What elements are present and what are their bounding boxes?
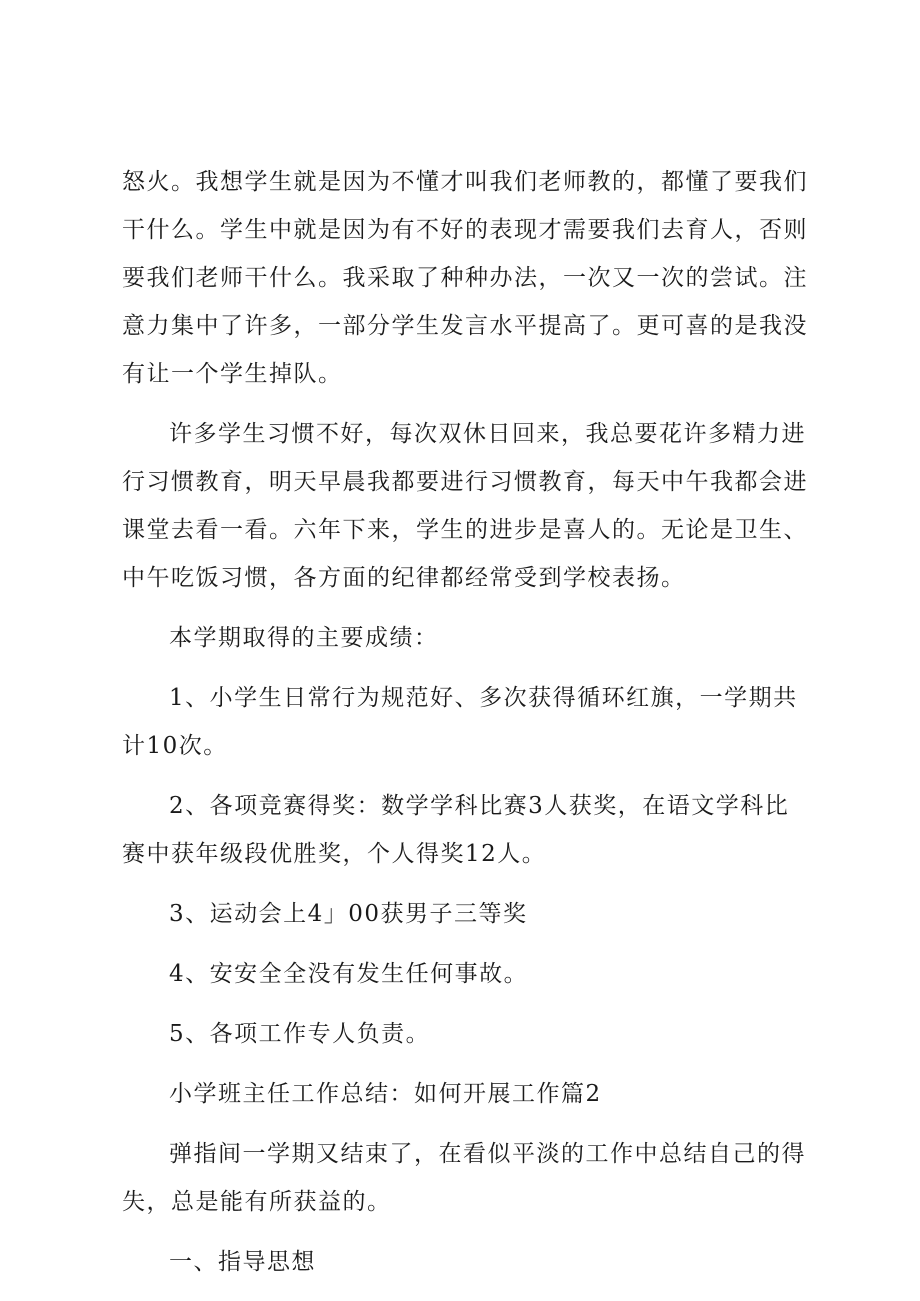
achievements-heading: 本学期取得的主要成绩： — [169, 625, 439, 651]
paragraph-continued: 怒火。我想学生就是因为不懂才叫我们老师教的，都懂了要我们干什么。学生中就是因为有不好的表现才需要我们去育人，否则要我们老师干什么。我采取了种种办法，一次又一次的尝试。注意力集中了许多，一部分学生发言水平提高了。更可喜的是我没有让一个学生掉队。 — [122, 169, 808, 387]
document-body — [122, 158, 812, 1286]
subheading-guiding-thought: 一、指导思想 — [169, 1249, 316, 1275]
achievement-item-4: 4、安安全全没有发生任何事故。 — [169, 961, 529, 987]
achievement-item-2: 2、各项竞赛得奖：数学学科比赛3人获奖，在语文学科比赛中获年级段优胜奖，个人得奖12人。 — [122, 793, 790, 867]
achievement-item-1: 1、小学生日常行为规范好、多次获得循环红旗，一学期共计10次。 — [122, 685, 798, 759]
paragraph-intro: 弹指间一学期又结束了，在看似平淡的工作中总结自己的得失，总是能有所获益的。 — [122, 1141, 806, 1215]
achievement-item-3: 3、运动会上4」00获男子三等奖 — [169, 901, 528, 927]
section-title: 小学班主任工作总结：如何开展工作篇2 — [169, 1081, 602, 1107]
achievement-item-5: 5、各项工作专人负责。 — [169, 1021, 431, 1047]
paragraph-habits: 许多学生习惯不好，每次双休日回来，我总要花许多精力进行习惯教育，明天早晨我都要进行习惯教育，每天中午我都会进课堂去看一看。六年下来，学生的进步是喜人的。无论是卫生、中午吃饭习惯，各方面的纪律都经常受到学校表扬。 — [122, 421, 808, 591]
